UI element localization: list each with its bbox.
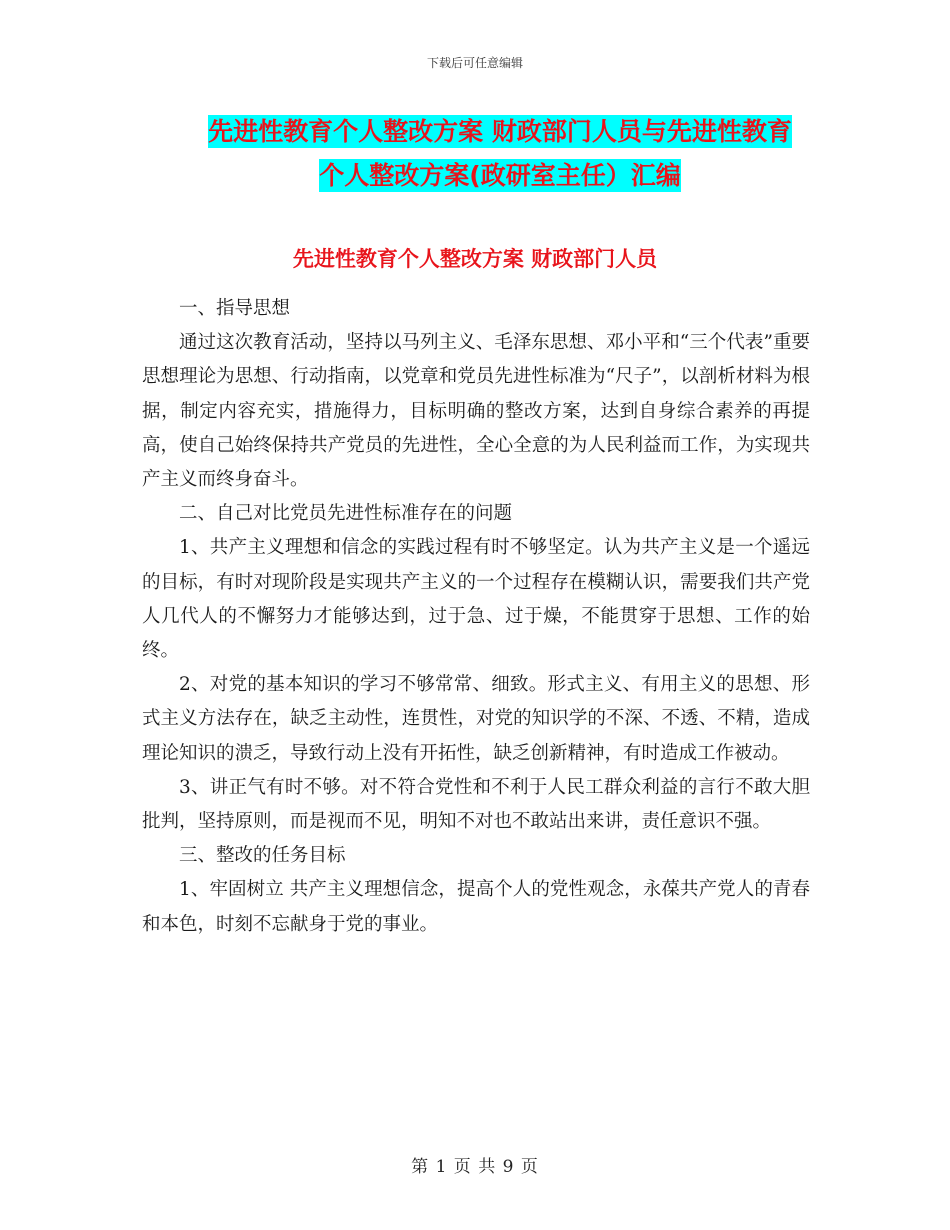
heading-rectification-goals: 三、整改的任务目标 — [179, 845, 346, 867]
paragraph: 2、对党的基本知识的学习不够常常、细致。形式主义、有用主义的思想、形式主义方法存在，缺乏主动性，连贯性，对党的知识学的不深、不透、不精，造成理论知识的溃乏，导致行动上没有开拓性，缺乏创新精神，有时造成工作被动。 — [142, 674, 810, 764]
header-note: 下载后可任意编辑 — [426, 56, 523, 70]
paragraph: 通过这次教育活动，坚持以马列主义、毛泽东思想、邓小平和“三个代表”重要思想理论为思想、行动指南，以党章和党员先进性标准为“尺子”，以剖析材料为根据，制定内容充实，措施得力，目标明确的整改方案，达到自身综合素养的再提高，使自己始终保持共产党员的先进性，全心全意的为人民利益而工作，为实现共产主义而终身奋斗。 — [142, 332, 810, 491]
paragraph: 1、牢固树立 共产主义理想信念，提高个人的党性观念，永葆共产党人的青春和本色，时刻不忘献身于党的事业。 — [142, 879, 810, 935]
section-title: 先进性教育个人整改方案 财政部门人员 — [292, 247, 658, 271]
heading-guiding-thought: 一、指导思想 — [179, 298, 291, 319]
document-title-line-2: 个人整改方案(政研室主任）汇编 — [319, 161, 681, 190]
page-number: 第 1 页 共 9 页 — [411, 1157, 539, 1177]
paragraph: 1、共产主义理想和信念的实践过程有时不够坚定。认为共产主义是一个遥远的目标，有时对现阶段是实现共产主义的一个过程存在模糊认识，需要我们共产党人几代人的不懈努力才能够达到，过于急、过于燥，不能贯穿于思想、工作的始终。 — [142, 537, 810, 662]
document-body — [142, 292, 810, 942]
paragraph: 3、讲正气有时不够。对不符合党性和不利于人民工群众利益的言行不敢大胆批判，坚持原则，而是视而不见，明知不对也不敢站出来讲，责任意识不强。 — [142, 776, 810, 833]
heading-existing-problems: 二、自己对比党员先进性标准存在的问题 — [179, 503, 513, 525]
document-title — [150, 110, 850, 198]
document-title-line-1: 先进性教育个人整改方案 财政部门人员与先进性教育 — [208, 117, 792, 146]
